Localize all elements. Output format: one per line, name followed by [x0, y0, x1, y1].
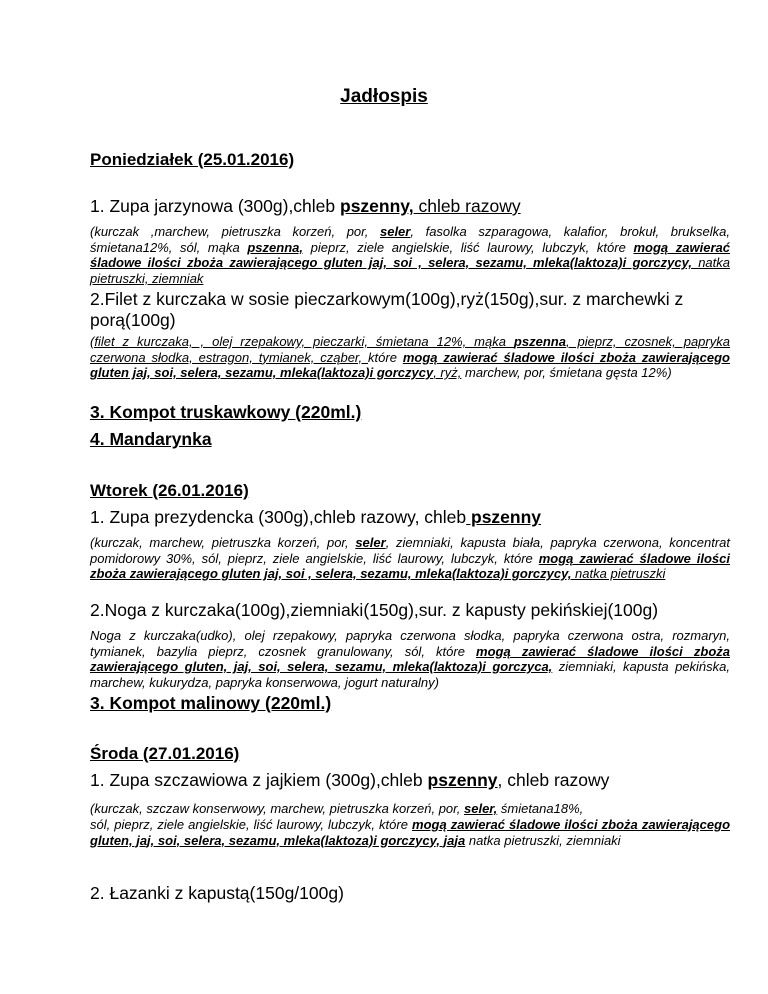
ingredient-text: które: [368, 349, 403, 365]
day-heading-wednesday: Środa (27.01.2016): [90, 744, 240, 763]
ingredient-text: marchew, por, śmietana gęsta 12%): [461, 365, 672, 380]
dish-text: 1. Zupa prezydencka (300g),chleb razowy, chleb: [90, 507, 467, 527]
allergen-highlight: pszenny,: [340, 196, 414, 216]
tuesday-dish-3: 3. Kompot malinowy (220ml.): [90, 693, 332, 713]
monday-dish-1: [90, 196, 710, 217]
ingredient-text: , ziemniaki, kapusta biała, papryka czerwona, koncentrat pomidorowy 30%, sól, pieprz, ziele angielskie, liść laurowy, lubczyk, które: [90, 535, 731, 566]
wednesday-dish-2: 2. Łazanki z kapustą(150g/100g): [90, 883, 344, 903]
monday-dish-3: 3. Kompot truskawkowy (220ml.): [90, 402, 362, 422]
tuesday-ingredients-2: [90, 628, 730, 690]
ingredient-text: , pieprz, czosnek, papryka czerwona słodka, estragon, tymianek, cząber,: [90, 334, 730, 365]
day-heading-tuesday: Wtorek (26.01.2016): [90, 481, 249, 500]
allergen-highlight: pszenny: [427, 770, 498, 790]
ingredient-text: (kurczak ,marchew, pietruszka korzeń, por,: [90, 224, 380, 239]
ingredient-text: natka pietruszki, ziemniak: [90, 255, 730, 286]
ingredient-text: , fasolka szparagowa, kalafior, brokuł, brukselka, śmietana12%, sól, mąka: [90, 224, 730, 255]
dish-text: 1. Zupa szczawiowa z jajkiem (300g),chleb: [90, 770, 428, 790]
allergen-highlight: mogą zawierać śladowe ilości zboża zawierającego gluten jaj, soi, selera, sezamu, mleka(laktoza)i gorczycy: [90, 349, 730, 380]
dish-text: 1. Zupa jarzynowa (300g),chleb: [90, 196, 340, 216]
page-title: Jadłospis: [340, 86, 428, 107]
ingredient-text: , ryż,: [433, 365, 462, 380]
monday-dish-2: 2.Filet z kurczaka w sosie pieczarkowym(100g),ryż(150g),sur. z marchewki z porą(100g): [90, 289, 684, 330]
ingredient-text: natka pietruszki, ziemniaki: [465, 832, 621, 848]
allergen-highlight: seler: [379, 224, 411, 239]
ingredient-text: ziemniaki, kapusta pekińska, marchew, kukurydza, papryka konserwowa, jogurt naturalny): [90, 659, 730, 690]
wednesday-dish-1: [90, 770, 710, 791]
tuesday-dish-2: 2.Noga z kurczaka(100g),ziemniaki(150g),sur. z kapusty pekińskiej(100g): [90, 600, 659, 620]
wednesday-ingredients-1-line-1: [90, 801, 730, 817]
allergen-highlight: mogą zawierać śladowe ilości zboża zawierającego gluten jaj, soi , selera, sezamu, mleka(laktoza)i gorczycy,: [90, 239, 730, 270]
allergen-highlight: mogą zawierać śladowe ilości zboża zawierającego gluten, jaj, soi, selera, sezamu, mleka(laktoza)i gorczyca,: [90, 643, 730, 674]
allergen-highlight: seler: [355, 535, 386, 550]
allergen-highlight: mogą zawierać śladowe ilości zboża zawierającego gluten, jaj, soi, selera, sezamu, mleka(laktoza)i gorczycy, jaja: [90, 817, 731, 848]
tuesday-dish-1: [90, 507, 710, 528]
allergen-highlight: pszenna,: [247, 239, 303, 255]
tuesday-ingredients-1: [90, 535, 730, 582]
wednesday-ingredients-1: [90, 817, 730, 848]
allergen-highlight: pszenny: [466, 507, 542, 527]
ingredient-text: natka pietruszki: [571, 566, 666, 581]
ingredient-text: (kurczak, szczaw konserwowy, marchew, pietruszka korzeń, por,: [90, 801, 464, 816]
ingredient-text: pieprz, ziele angielskie, liść laurowy, lubczyk, które: [302, 239, 634, 255]
monday-ingredients-2: [90, 334, 730, 381]
ingredient-text: śmietana18%,: [497, 801, 584, 816]
monday-dish-4: 4. Mandarynka: [90, 429, 212, 449]
allergen-highlight: pszenna: [513, 334, 566, 349]
day-heading-monday: Poniedziałek (25.01.2016): [90, 150, 295, 169]
allergen-highlight: mogą zawierać śladowe ilości zboża zawierającego gluten jaj, soi , selera, sezamu, mleka(laktoza)i gorczycy,: [90, 550, 730, 581]
allergen-highlight: seler,: [464, 801, 498, 816]
ingredient-text: (kurczak, marchew, pietruszka korzeń, por,: [90, 535, 356, 550]
ingredient-text: (filet z kurczaka, , olej rzepakowy, pieczarki, śmietana 12%, mąka: [90, 334, 514, 349]
dish-text: , chleb razowy: [497, 770, 610, 790]
ingredient-text: Noga z kurczaka(udko), olej rzepakowy, papryka czerwona słodka, papryka czerwona ostra, rozmaryn, tymianek, bazylia pieprz, czosnek granulowany, sól, które: [90, 628, 730, 659]
ingredient-text: sól, pieprz, ziele angielskie, liść laurowy, lubczyk, które: [90, 817, 413, 832]
dish-text: chleb razowy: [413, 196, 521, 216]
monday-ingredients-1: [90, 224, 730, 286]
